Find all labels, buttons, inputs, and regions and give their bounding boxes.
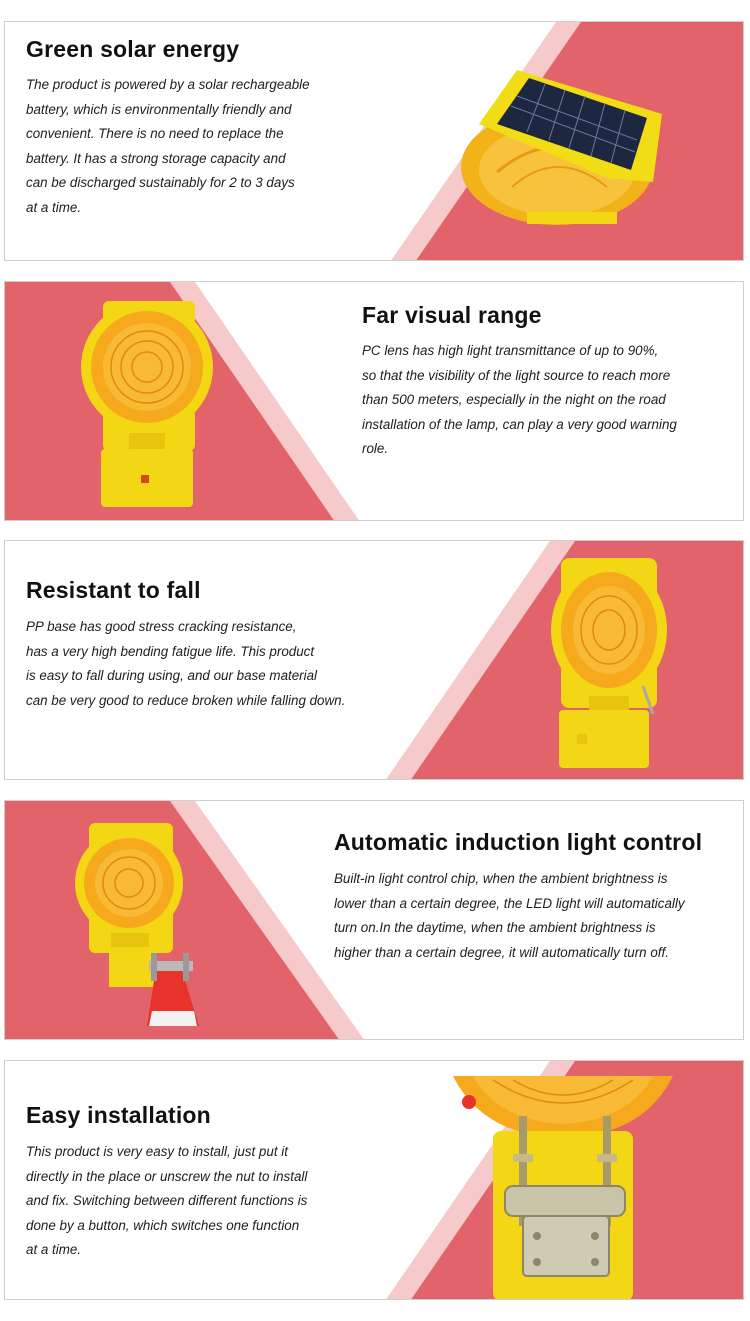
section-title: Green solar energy xyxy=(26,36,240,62)
feature-panel-visual-range xyxy=(4,281,744,521)
feature-panel-solar xyxy=(4,21,744,261)
section-description: This product is very easy to install, just put it directly in the place or unscrew the nut to install and fix. Switching between different functions is done by a button, which switches one function at a time. xyxy=(26,1144,308,1257)
section-title: Far visual range xyxy=(362,302,542,328)
section-description: PP base has good stress cracking resistance, has a very high bending fatigue life. This product is easy to fall during using, and our base material can be very good to reduce broken while falling down. xyxy=(26,619,346,708)
section-description: PC lens has high light transmittance of up to 90%, so that the visibility of the light source to reach more than 500 meters, especially in the night on the road installation of the lamp, can play a very good warning role. xyxy=(362,343,677,456)
warning-lamp-image xyxy=(77,297,217,512)
mounting-clamp-image xyxy=(453,1076,673,1300)
section-title: Easy installation xyxy=(26,1102,211,1128)
section-title: Resistant to fall xyxy=(26,577,201,603)
section-title: Automatic induction light control xyxy=(334,829,703,855)
feature-panel-fall-resistant xyxy=(4,540,744,780)
solar-panel-lamp-image xyxy=(457,62,677,227)
feature-panel-light-control xyxy=(4,800,744,1040)
feature-panel-installation xyxy=(4,1060,744,1300)
warning-lamp-angled-image xyxy=(543,556,673,771)
section-description: The product is powered by a solar rechargeable battery, which is environmentally friendly and convenient. There is no need to replace the battery. It has a strong storage capacity and can be discharged sustainably for 2 to 3 days at a time. xyxy=(26,77,310,215)
lamp-on-cone-image xyxy=(75,821,205,1026)
section-description: Built-in light control chip, when the ambient brightness is lower than a certain degree, the LED light will automatically turn on.In the daytime, when the ambient brightness is higher than a certain degree, it will automatically turn off. xyxy=(334,871,685,960)
